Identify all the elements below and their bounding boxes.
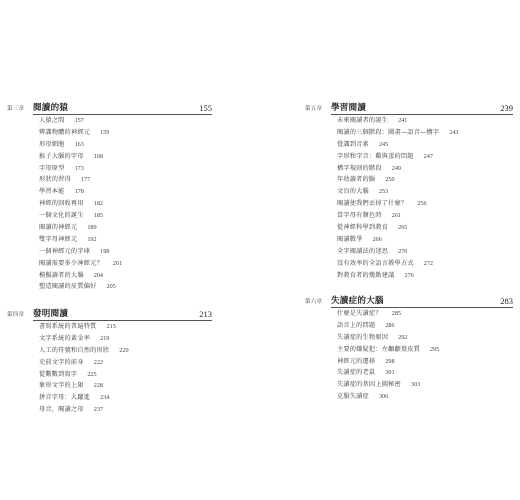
chapter-header — [7, 306, 212, 320]
chapter-5 — [305, 100, 513, 281]
entry-page-number: 250 — [385, 176, 395, 184]
toc-entry — [39, 357, 212, 369]
entry-title: 人猿之間 — [39, 117, 65, 124]
entry-title: 對教育者的幾點建議 — [337, 271, 395, 279]
entry-page-number: 228 — [93, 382, 103, 390]
entry-title: 從神經科學到教育 — [337, 224, 389, 232]
entry-title: 塑造閱讀的皮質偏好 — [39, 283, 97, 291]
entry-page-number: 285 — [391, 310, 401, 317]
chapter-label: 第五章 — [305, 106, 323, 112]
toc-entry — [337, 246, 513, 258]
toc-entry — [337, 367, 513, 379]
toc-entry — [337, 139, 513, 151]
entry-page-number: 270 — [398, 247, 408, 255]
chapter-title: 失讀症的大腦 — [331, 296, 384, 306]
entry-title: 主要的嫌疑犯：左顳顱葉皮質 — [337, 345, 421, 353]
entry-page-number: 286 — [385, 321, 395, 329]
entry-title: 神經的回收再用 — [39, 200, 84, 208]
entry-page-number: 272 — [423, 259, 433, 267]
toc-entry — [39, 258, 212, 270]
toc-entry — [39, 270, 212, 282]
entry-title: 閱讀使我們丟掉了什麼？ — [337, 200, 408, 208]
toc-entry — [39, 281, 212, 293]
toc-entry — [337, 391, 513, 403]
entry-page-number: 163 — [74, 140, 84, 148]
toc-entry — [337, 332, 513, 344]
entry-title: 神經元的遷移 — [337, 357, 376, 365]
toc-entry — [337, 222, 513, 234]
entry-page-number: 247 — [423, 152, 433, 160]
toc-entry — [39, 210, 212, 222]
chapter-page-number: 239 — [500, 103, 513, 113]
entry-page-number: 185 — [93, 212, 103, 220]
chapter-6 — [305, 293, 513, 403]
entry-page-number: 265 — [398, 224, 408, 232]
entry-page-number: 178 — [74, 188, 84, 196]
entry-page-number: 245 — [378, 140, 389, 148]
entry-title: 形母細胞 — [39, 140, 65, 148]
toc-entry — [337, 356, 513, 368]
chapter-title: 發明閱讀 — [33, 309, 69, 319]
toc-entry — [39, 222, 212, 234]
entry-page-number: 222 — [93, 358, 103, 366]
entry-page-number: 303 — [410, 381, 421, 389]
entry-page-number: 157 — [74, 117, 84, 124]
chapter-4 — [7, 306, 212, 416]
toc-entry — [39, 380, 212, 392]
chapter-page-number: 213 — [199, 309, 212, 319]
entry-page-number: 205 — [106, 283, 116, 291]
entry-page-number: 276 — [404, 271, 414, 279]
entry-page-number: 292 — [398, 333, 408, 341]
toc-entry — [337, 115, 513, 127]
entry-title: 語音上的問題 — [337, 321, 376, 329]
toc-entry — [337, 320, 513, 332]
entry-page-number: 204 — [93, 271, 103, 279]
entry-page-number: 237 — [93, 406, 103, 414]
entry-title: 文盲的大腦 — [337, 188, 369, 196]
toc-entry — [39, 163, 212, 175]
entry-title: 閱讀的神經元 — [39, 224, 78, 232]
entry-page-number: 220 — [119, 346, 129, 354]
entry-page-number: 241 — [398, 117, 408, 124]
entry-list — [305, 115, 513, 281]
toc-entry — [39, 345, 212, 357]
toc-entry — [337, 151, 513, 163]
toc-entry — [39, 246, 212, 258]
entry-page-number: 261 — [391, 212, 401, 220]
toc-entry — [39, 234, 212, 246]
entry-title: 構字規則的階段 — [337, 164, 382, 172]
toc-entry — [337, 270, 513, 282]
chapter-label: 第四章 — [7, 312, 25, 318]
chapter-header — [305, 293, 513, 307]
entry-title: 當字母有顏色時 — [337, 212, 382, 220]
entry-page-number: 168 — [93, 152, 103, 160]
entry-page-number: 182 — [93, 200, 103, 208]
toc-entry — [39, 392, 212, 404]
entry-title: 失讀症的老鼠 — [337, 369, 376, 377]
toc-entry — [39, 115, 212, 127]
entry-title: 雙字母神經元 — [39, 235, 78, 243]
entry-page-number: 298 — [385, 357, 395, 365]
entry-title: 形狀的習得 — [39, 176, 71, 184]
entry-title: 拼音字母：大躍進 — [39, 394, 91, 402]
entry-title: 閱讀戰爭 — [337, 235, 363, 243]
entry-title: 模擬讀者的大腦 — [39, 271, 84, 279]
entry-list — [7, 115, 212, 293]
entry-title: 失讀症的生物原因 — [337, 333, 389, 341]
entry-title: 克服失讀症 — [337, 393, 369, 401]
entry-title: 閱讀需要多少神經元？ — [39, 259, 103, 267]
chapter-page-number: 283 — [500, 296, 513, 306]
toc-entry — [39, 186, 212, 198]
entry-title: 母音，閱讀之母 — [39, 406, 84, 414]
toc-entry — [39, 333, 212, 345]
toc-entry — [39, 174, 212, 186]
entry-title: 全字閱讀法的迷思 — [337, 247, 389, 255]
entry-title: 失讀症的基因上圖秘密 — [337, 381, 401, 389]
entry-title: 覺識到音素 — [337, 140, 369, 148]
entry-title: 學習本能 — [39, 188, 65, 196]
chapter-header — [7, 100, 212, 114]
toc-entry — [39, 404, 212, 416]
toc-entry — [337, 258, 513, 270]
entry-page-number: 201 — [112, 259, 123, 267]
toc-entry — [337, 234, 513, 246]
chapter-title: 學習閱讀 — [331, 103, 367, 113]
entry-page-number: 225 — [87, 370, 97, 378]
entry-page-number: 256 — [417, 200, 427, 208]
entry-title: 猴子大腦的字母 — [39, 152, 84, 160]
toc-entry — [39, 139, 212, 151]
entry-title: 史前文字的前身 — [39, 358, 84, 366]
entry-title: 文字系統的黃金率 — [39, 334, 91, 342]
entry-title: 字母原型 — [39, 164, 65, 172]
entry-title: 一個神經元的字庫 — [39, 247, 91, 255]
entry-page-number: 192 — [87, 235, 97, 243]
entry-title: 人工的符號和自然的形狀 — [39, 346, 110, 354]
toc-entry — [39, 198, 212, 210]
entry-page-number: 295 — [430, 345, 440, 353]
entry-title: 一個文化的誕生 — [39, 212, 84, 220]
toc-entry — [337, 210, 513, 222]
entry-title: 沒有效率的全語言教學方式 — [337, 259, 414, 267]
entry-title: 書寫系統的普遍特質 — [39, 323, 97, 330]
entry-page-number: 159 — [100, 128, 110, 136]
entry-page-number: 306 — [378, 393, 389, 401]
chapter-label: 第六章 — [305, 299, 323, 305]
toc-entry — [337, 174, 513, 186]
entry-title: 年幼讀者的腦 — [337, 176, 376, 184]
toc-entry — [337, 198, 513, 210]
entry-title: 未來閱讀者的誕生 — [337, 117, 389, 124]
entry-page-number: 173 — [74, 164, 84, 172]
entry-list — [7, 321, 212, 416]
entry-title: 閱讀的三個階段：圖畫—語音—構字 — [337, 128, 440, 136]
entry-title: 從數數到寫字 — [39, 370, 78, 378]
toc-entry — [337, 163, 513, 175]
toc-entry — [337, 127, 513, 139]
toc-entry — [39, 151, 212, 163]
entry-title: 什麼是失讀症？ — [337, 310, 382, 317]
entry-page-number: 253 — [378, 188, 389, 196]
chapter-page-number: 155 — [199, 103, 212, 113]
entry-page-number: 198 — [100, 247, 110, 255]
toc-entry — [39, 321, 212, 333]
entry-page-number: 234 — [100, 394, 110, 402]
entry-page-number: 215 — [106, 323, 116, 330]
toc-entry — [337, 186, 513, 198]
entry-title: 字形和字音：雞與蛋的問題 — [337, 152, 414, 160]
entry-page-number: 266 — [372, 235, 382, 243]
entry-title: 象形文字的上限 — [39, 382, 84, 390]
entry-page-number: 249 — [391, 164, 401, 172]
chapter-3 — [7, 100, 212, 293]
entry-page-number: 243 — [449, 128, 459, 136]
toc-entry — [39, 127, 212, 139]
entry-list — [305, 308, 513, 403]
chapter-header — [305, 100, 513, 114]
toc-entry — [337, 308, 513, 320]
toc-entry — [39, 369, 212, 381]
entry-page-number: 177 — [80, 176, 91, 184]
entry-page-number: 301 — [385, 369, 395, 377]
toc-entry — [337, 379, 513, 391]
chapter-label: 第三章 — [7, 106, 25, 112]
entry-page-number: 219 — [100, 334, 110, 342]
chapter-title: 閱讀的猿 — [33, 103, 69, 113]
entry-title: 辨識物體的神經元 — [39, 128, 91, 136]
toc-entry — [337, 344, 513, 356]
entry-page-number: 189 — [87, 224, 97, 232]
